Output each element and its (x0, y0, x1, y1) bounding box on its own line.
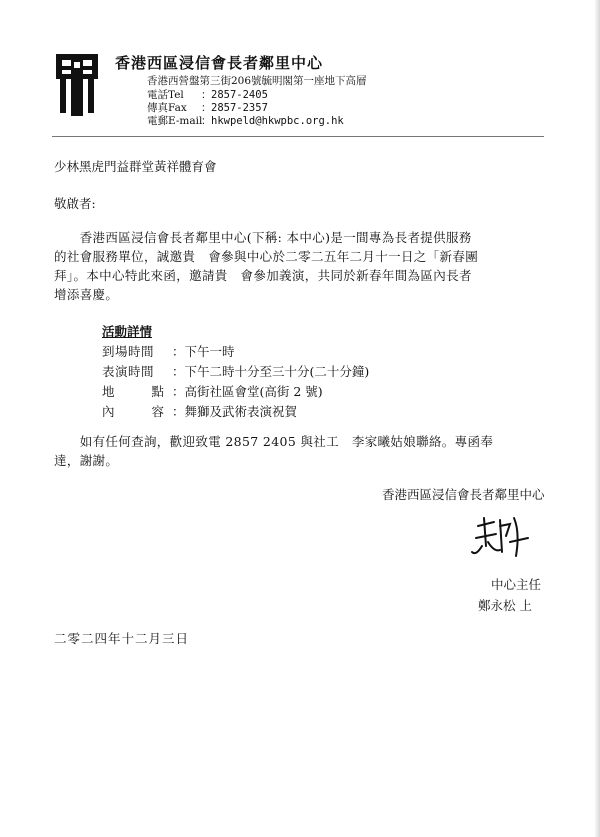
body-line: 增添喜慶。 (54, 287, 119, 302)
handwritten-signature (470, 512, 530, 564)
detail-value: 舞獅及武術表演祝賀 (184, 404, 298, 419)
signer-title: 中心主任 (491, 577, 542, 592)
org-name: 香港西區浸信會長者鄰里中心 (115, 54, 324, 72)
detail-value: 下午一時 (184, 344, 235, 359)
contact-separator: ： (201, 89, 212, 101)
contact-email-label: 電郵E-mail (147, 115, 203, 127)
salutation: 敬啟者: (54, 196, 96, 211)
contact-phone-value: 2857-2405 (211, 89, 268, 101)
body-line: 香港西區浸信會長者鄰里中心(下稱: 本中心)是一間專為長者提供服務 (54, 230, 472, 245)
detail-performance-time (102, 362, 369, 380)
detail-colon: ： (172, 404, 185, 419)
contact-fax-label: 傳真Fax (147, 102, 187, 114)
letterhead-divider (52, 136, 544, 137)
contact-email-value: hkwpeld@hkwpbc.org.hk (211, 115, 344, 127)
detail-arrival-time (102, 342, 235, 360)
church-cross-logo-icon (54, 52, 100, 118)
contact-fax-value: 2857-2357 (211, 102, 268, 114)
signer-name: 鄭永松 上 (478, 598, 532, 613)
closing-line: 如有任何查詢，歡迎致電 2857 2405 與社工 李家曦姑娘聯絡。專函奉 (54, 434, 494, 449)
signoff-org: 香港西區浸信會長者鄰里中心 (382, 487, 545, 502)
recipient: 少林黑虎門益群堂黃祥體育會 (54, 159, 217, 174)
detail-label: 到場時間 (102, 344, 155, 359)
detail-venue (102, 382, 323, 400)
detail-value: 下午二時十分至三十分(二十分鐘) (184, 364, 370, 379)
detail-label: 地 點 (102, 384, 164, 399)
closing-line: 達，謝謝。 (54, 453, 119, 468)
detail-colon: ： (172, 384, 185, 399)
page-edge-shadow (594, 0, 600, 837)
contact-phone-label: 電話Tel (147, 89, 184, 101)
detail-colon: ： (172, 364, 185, 379)
detail-content (102, 402, 297, 420)
contact-separator: ： (201, 115, 212, 127)
detail-label: 內 容 (102, 404, 164, 419)
detail-colon: ： (172, 344, 185, 359)
contact-email (147, 113, 344, 128)
contact-separator: ： (201, 102, 212, 114)
body-line: 的社會服務單位，誠邀貴 會參與中心於二零二五年二月十一日之「新春團 (54, 249, 479, 264)
details-title: 活動詳情 (102, 324, 153, 339)
detail-label: 表演時間 (102, 364, 155, 379)
org-address: 香港西營盤第三街206號毓明閣第一座地下高層 (147, 75, 367, 87)
letter-date: 二零二四年十二月三日 (54, 631, 190, 646)
body-line: 拜」。本中心特此來函，邀請貴 會參加義演，共同於新春年間為區內長者 (54, 268, 472, 283)
detail-value: 高街社區會堂(高街 2 號) (184, 384, 323, 399)
